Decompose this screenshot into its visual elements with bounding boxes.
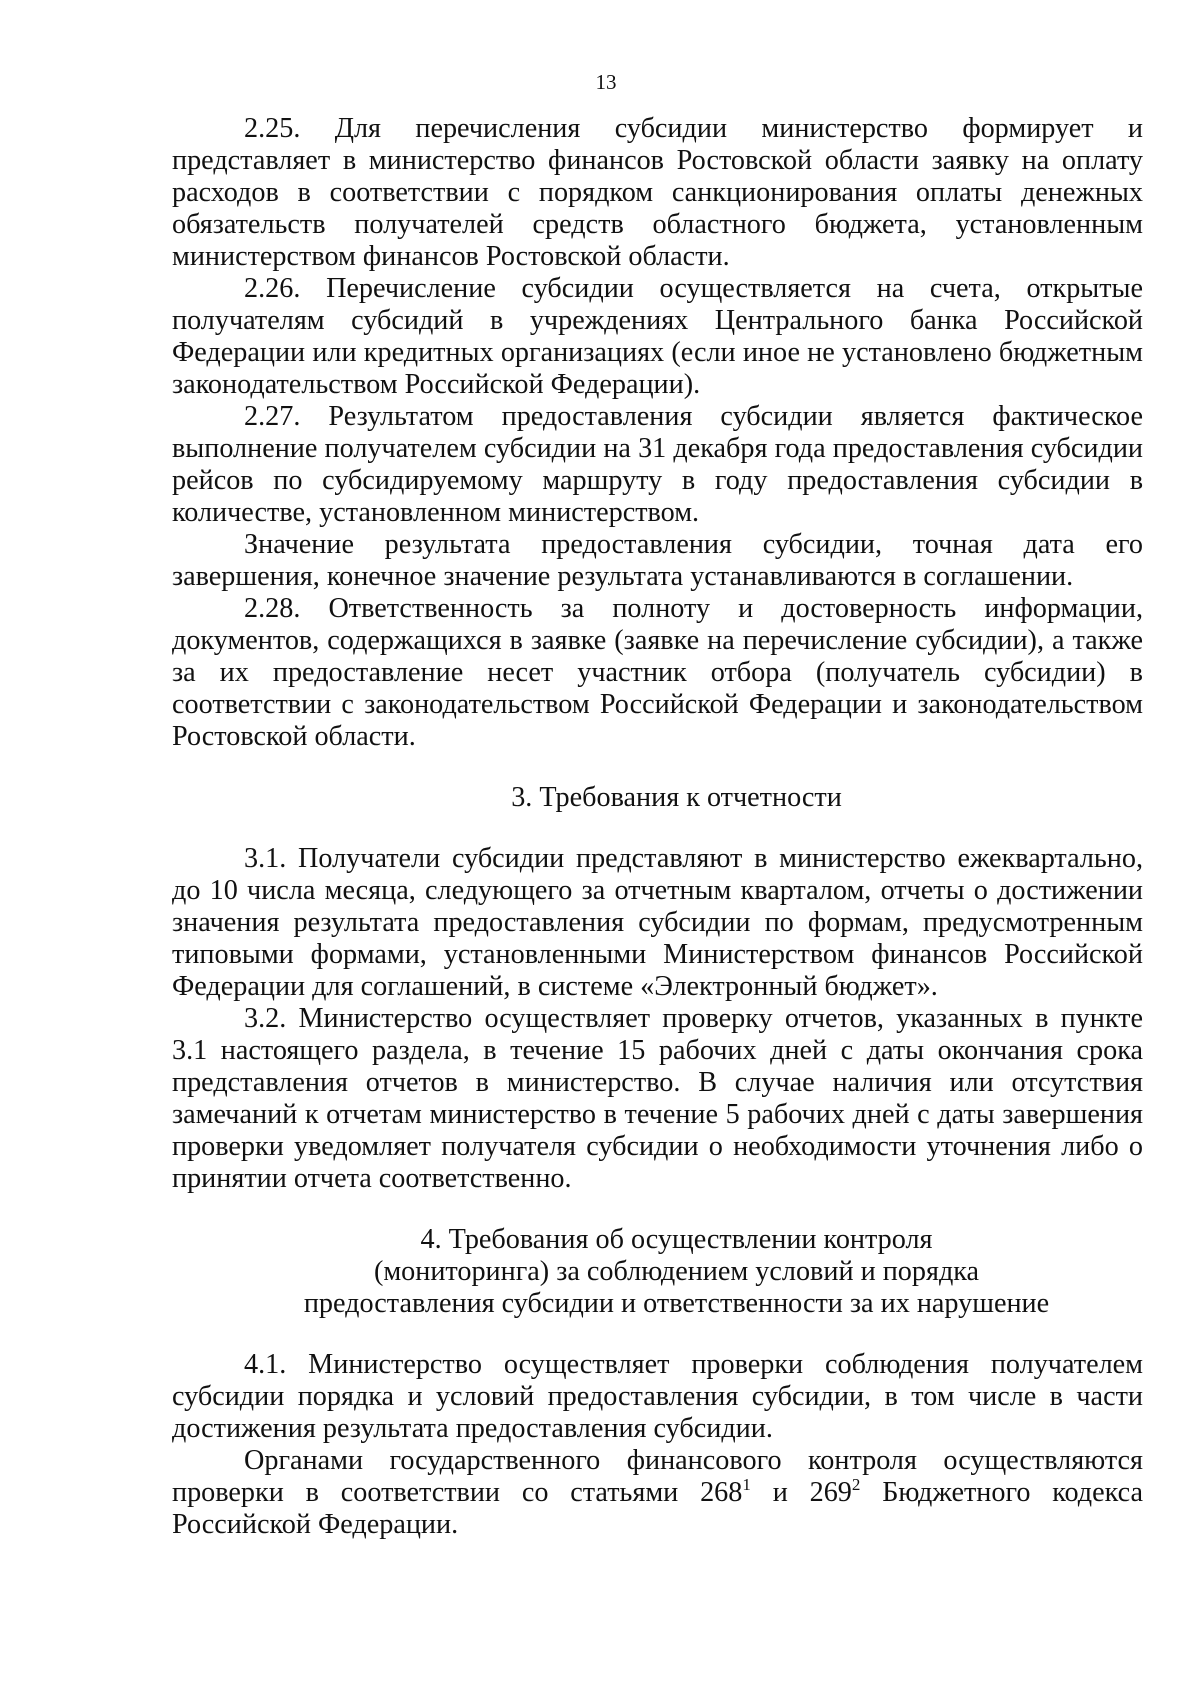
paragraph-2-27-result-value: Значение результата предоставления субсидии, точная дата его завершения, конечное значение результата устанавливаются в соглашении. — [172, 529, 1143, 592]
section-3-heading: 3. Требования к отчетности — [511, 782, 842, 813]
section-4-heading-line-2: (мониторинга) за соблюдением условий и порядка — [373, 1256, 980, 1287]
paragraph-3-1: 3.1. Получатели субсидии представляют в министерство ежеквартально, до 10 числа месяца, следующего за отчетным кварталом, отчеты о достижении значения результата предоставления субсидии по формам, предусмотренным типовыми формами, установленными Министерством финансов Российской Федерации для соглашений, в системе «Электронный бюджет». — [172, 843, 1143, 1002]
paragraph-3-2: 3.2. Министерство осуществляет проверку отчетов, указанных в пункте 3.1 настоящего раздела, в течение 15 рабочих дней с даты окончания срока представления отчетов в министерство. В случае наличия или отсутствия замечаний к отчетам министерство в течение 5 рабочих дней с даты завершения проверки уведомляет получателя субсидии о необходимости уточнения либо о принятии отчета соответственно. — [172, 1003, 1143, 1194]
control-text-before: Органами государственного финансового контроля осуществляются проверки в соответствии со статьями 268 — [172, 1445, 1143, 1508]
paragraph-2-27: 2.27. Результатом предоставления субсидии является фактическое выполнение получателем субсидии на 31 декабря года предоставления субсидии рейсов по субсидируемому маршруту в году предоставления субсидии в количестве, установленном министерством. — [172, 401, 1143, 528]
section-4-heading-line-1: 4. Требования об осуществлении контроля — [420, 1224, 933, 1255]
paragraph-2-26: 2.26. Перечисление субсидии осуществляется на счета, открытые получателям субсидий в учреждениях Центрального банка Российской Федерации или кредитных организациях (если иное не установлено бюджетным законодательством Российской Федерации). — [172, 273, 1143, 400]
section-4-heading-line-3: предоставления субсидии и ответственности за их нарушение — [303, 1288, 1050, 1319]
document-body — [172, 113, 1143, 1541]
section-4-heading — [172, 1224, 1143, 1320]
paragraph-2-28: 2.28. Ответственность за полноту и достоверность информации, документов, содержащихся в заявке (заявке на перечисление субсидии), а также за их предоставление несет участник отбора (получатель субсидии) в соответствии с законодательством Российской Федерации и законодательством Ростовской области. — [172, 593, 1143, 752]
paragraph-4-1-financial-control — [172, 1445, 1143, 1541]
control-text-after: Бюджетного кодекса Российской Федерации. — [172, 1477, 1143, 1540]
paragraph-4-1: 4.1. Министерство осуществляет проверки соблюдения получателем субсидии порядка и условий предоставления субсидии, в том числе в части достижения результата предоставления субсидии. — [172, 1349, 1143, 1444]
page-number: 13 — [595, 70, 617, 94]
control-text-middle: и 269 — [750, 1477, 852, 1508]
paragraph-2-25: 2.25. Для перечисления субсидии министерство формирует и представляет в министерство финансов Ростовской области заявку на оплату расходов в соответствии с порядком санкционирования оплаты денежных обязательств получателей средств областного бюджета, установленным министерством финансов Ростовской области. — [172, 113, 1143, 272]
superscript-2: 2 — [851, 1475, 861, 1494]
superscript-1: 1 — [742, 1475, 751, 1494]
